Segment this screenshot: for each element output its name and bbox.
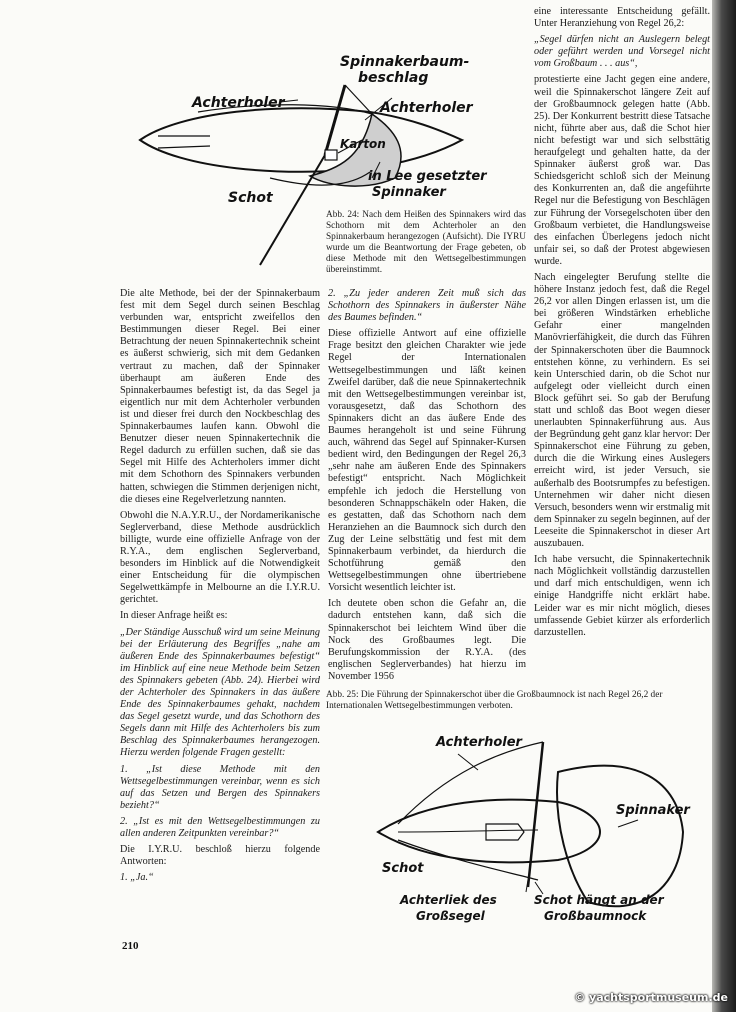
- paragraph: Ich deutete oben schon die Gefahr an, die dadurch entstehen kann, daß sich die Spinnakerschot bei leichtem Wind über die Nock des Großbaumes legt. Die Berufungskommission der R.Y.A. (des englischen Seglerverbandes) hat hierzu im November 1956: [328, 598, 526, 682]
- label-karton: Karton: [340, 137, 386, 151]
- paragraph: In dieser Anfrage heißt es:: [120, 610, 228, 622]
- label-afterguy-left: Achterholer: [192, 95, 285, 111]
- paragraph: Diese offizielle Antwort auf eine offizielle Frage besitzt den gleichen Charakter wie jede Regel der Internationalen Wettsegelbestimmungen und läßt keinen Zweifel darüber, daß die neue Spinnakertechnik mit den Wettsegelbestimmungen vereinbar ist, vorausgesetzt, daß das Schothorn des Spinnakers dicht an das äußere Ende des Baumes herangeholt ist und seine Führung auch, während das Segel auf Spinnaker-Kursen bedient wird, den Bedingungen der Regel 26,3 „sehr nahe am äußeren Ende des Spinnakers befestigt“ entspricht. Nach Möglichkeit empfehle ich jedoch die Herstellung von besonderen Schnappschäkeln oder Haken, die es gestatten, daß das Schothorn nach dem Heranziehen an die Baumnock sich durch den Zug der Leine selbsttätig und fest mit dem Spinnakerbaum verbindet, da hierdurch die Schotführung gemäß den Wettsegelbestimmungen ohne übertriebene Vorsicht wesentlich leichter ist.: [328, 328, 526, 594]
- column-3: [534, 6, 710, 643]
- label-sheet-2: Schot: [382, 861, 424, 876]
- paragraph: Ich habe versucht, die Spinnakertechnik nach Möglichkeit vollständig darzustellen und darf mich entschuldigen, wenn ich einige Handgriffe nicht erklärt habe. Leider war es mir nicht möglich, dieses umfassende Gebiet kürzer als erforderlich darzustellen.: [534, 554, 710, 638]
- column-2: [328, 288, 526, 687]
- label-afterguy-right: Achterholer: [380, 100, 473, 116]
- figure-24-caption: Abb. 24: Nach dem Heißen des Spinnakers wird das Schothorn mit dem Achterholer an den Spinnakerbaum herangezogen (Aufsicht). Die IYRU wurde um die Beantwortung der Frage gebeten, ob diese Methode mit den Wettsegelbestimmungen übereinstimmt.: [326, 210, 526, 275]
- figure-25-diagram: [338, 712, 708, 932]
- paragraph: Die alte Methode, bei der der Spinnakerbaum fest mit dem Segel durch seinen Beschlag verbunden war, entspricht zweifellos den Bestimmungen dieser Regel. Bei einer Betrachtung der neuen Spinnakertechnik scheint es äußerst schwierig, sich mit dem Gedanken vertraut zu machen, daß der Spinnaker überhaupt am äußeren Ende des Spinnakerbaumes befestigt ist, da das Segel ja eigentlich nur mit dem Achterholer verbunden ist und dieser frei durch den Nockbeschlag des Spinnakerbaumes laufen kann. Obwohl die Benutzer dieser neuen Spinnakertechnik die Regel dadurch zu erfüllen suchen, daß sie das Segel mit Hilfe des Achterholers immer dicht mit dem Schothorn des Spinnakers verbunden hatten, schwiegen die Stimmen derjenigen nicht, die dieses eine Regelverletzung nannten.: [120, 288, 320, 505]
- paragraph: 2. „Zu jeder anderen Zeit muß sich das Schothorn des Spinnakers in äußerster Nähe des Baumes befinden.“: [328, 288, 526, 324]
- label-leech-2: Großsegel: [416, 909, 485, 923]
- column-1: [120, 288, 320, 888]
- label-boom-fitting-2: beschlag: [358, 70, 429, 86]
- paragraph: Nach eingelegter Berufung stellte die höhere Instanz jedoch fest, daß die Regel 26,2 vor allen Dingen erlassen ist, um die bei größeren Windstärken erhebliche Gefahr einer mangelnden Manövrierfähigkeit, die durch das Führen der Spinnakerschoten über die Baumnock entstehen könne, zu verhindern. Es sei kein Unterschied darin, ob die Schot nur aufgelegt oder vielleicht durch einen Block geführt sei. So gab der Berufung statt und schloß das Boot wegen dieser unerlaubten Spinnakerführung aus. Aus der Begründung geht ganz klar hervor: Der Spinnakerschot eine Führung zu geben, durch die die Wirkung eines Auslegers erreicht wird, ist jeder Versuch, sie außerhalb des Bootsrumpfes zu befestigen. Unternehmen wir daher nicht diesen Versuch, besonders wenn wir erstmalig mit dem Spinnaker zu segeln beginnen, auf der Leeseite die Spinnakerschot in dieser Art auszubauen.: [534, 271, 710, 550]
- paragraph: Obwohl die N.A.Y.R.U., der Nordamerikanische Seglerverband, diese Methode ausdrücklich billigte, wurde eine offizielle Anfrage von der R.Y.A., dem englischen Seglerverband, besonders im Hinblick auf die Notwendigkeit einer Entscheidung für die olympischen Segelwettkämpfe in Melbourne an die I.Y.R.U. gerichtet.: [120, 509, 320, 606]
- paragraph: Die I.Y.R.U. beschloß hierzu folgende Antworten:: [120, 844, 320, 868]
- paragraph: 1. „Ja.“: [120, 872, 154, 884]
- label-boom-fitting-1: Spinnakerbaum-: [340, 54, 470, 70]
- paragraph: protestierte eine Jacht gegen eine andere, weil die Spinnakerschot längere Zeit auf der Großbaumnock gelegen hatte (Abb. 25). Der Konkurrent bestritt diese Tatsache nicht, führte aber aus, daß die Schot hier nicht befestigt war und sich selbsttätig heraufgelegt und gehalten hatte, da der Spinnaker äußerst groß war. Das Schiedsgericht schloß sich der Meinung des Konkurrenten an, daß die angeführte Regel nur die Befestigung von Beschlägen zur Führung der Vorsegelschoten über den Großbaum verbietet, die Handlungsweise des einfachen Überlegens jedoch nicht unfair sei, so daß der Protest abgewiesen wurde.: [534, 74, 710, 267]
- label-spinnaker-1: in Lee gesetzter: [368, 169, 487, 184]
- label-afterguy: Achterholer: [436, 735, 522, 750]
- paragraph: eine interessante Entscheidung gefällt. Unter Heranziehung von Regel 26,2:: [534, 6, 710, 30]
- label-spinnaker: Spinnaker: [616, 803, 690, 818]
- watermark: © yachtsportmuseum.de: [574, 991, 728, 1004]
- label-sheet-hangs-1: Schot hängt an der: [534, 893, 664, 907]
- figure-25-caption: Abb. 25: Die Führung der Spinnakerschot über die Großbaumnock ist nach Regel 26,2 der Internationalen Wettsegelbestimmungen verboten.: [326, 690, 663, 711]
- label-spinnaker-2: Spinnaker: [372, 185, 446, 200]
- label-leech-1: Achterliek des: [400, 893, 497, 907]
- paragraph: „Segel dürfen nicht an Auslegern belegt oder geführt werden und Vorsegel nicht vom Großbaum . . . aus“,: [534, 34, 710, 70]
- paragraph: 2. „Ist es mit den Wettsegelbestimmungen zu allen anderen Zeitpunkten vereinbar?“: [120, 815, 320, 840]
- label-sheet: Schot: [228, 190, 273, 206]
- book-spine-shadow: [712, 0, 736, 1012]
- page-number: 210: [122, 940, 139, 952]
- paragraph: „Der Ständige Ausschuß wird um seine Meinung bei der Erläuterung des Begriffes „nahe am äußeren Ende des Spinnakerbaumes befestigt“ im Hinblick auf eine neue Methode beim Setzen des Spinnakers gebeten (Abb. 24). Hierbei wird der Achterholer des Spinnakers in das äußere Ende des Spinnakerbaumes gehakt, nachdem das Segel gesetzt wurde, und das Schothorn des Segels dann mit Hilfe des Achterholers bis zum Beschlag des Spinnakerbaumes herangezogen. Hierzu werden folgende Fragen gestellt:: [120, 626, 320, 759]
- paragraph: 1. „Ist diese Methode mit den Wettsegelbestimmungen vereinbar, wenn es sich auf das Setzen und Bergen des Spinnakers bezieht?“: [120, 763, 320, 811]
- label-sheet-hangs-2: Großbaumnock: [544, 909, 647, 923]
